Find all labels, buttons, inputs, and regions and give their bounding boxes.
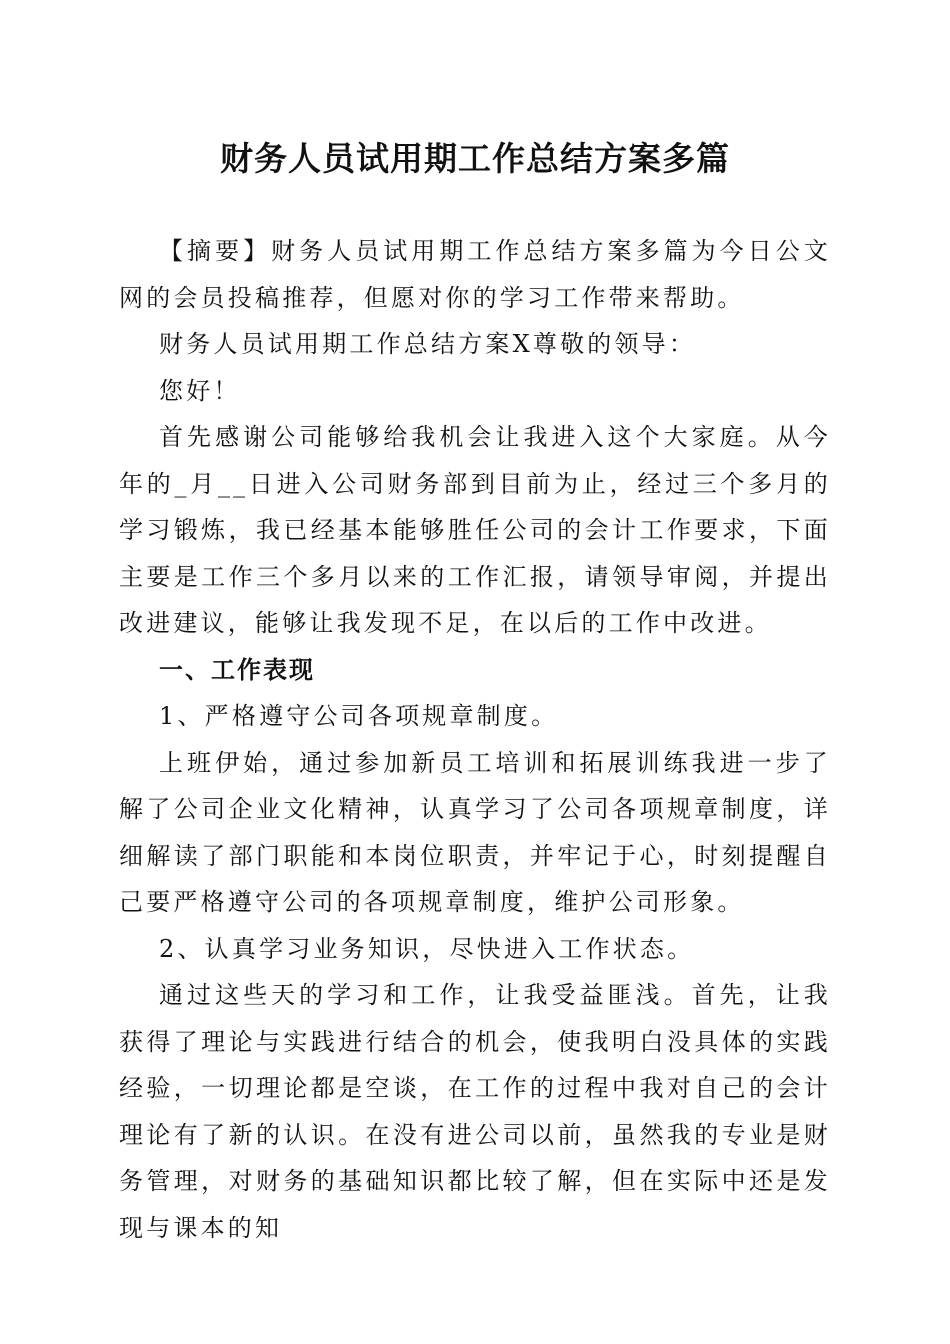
list-item-body: 通过这些天的学习和工作，让我受益匪浅。首先，让我获得了理论与实践进行结合的机会，使我明白没具体的实践经验，一切理论都是空谈，在工作的过程中我对自己的会计理论有了新的认识。在没有进公司以前，虽然我的专业是财务管理，对财务的基础知识都比较了解，但在实际中还是发现与课本的知: [119, 981, 831, 1242]
list-item-body: 上班伊始，通过参加新员工培训和拓展训练我进一步了解了公司企业文化精神，认真学习了公司各项规章制度，详细解读了部门职能和本岗位职责，并牢记于心，时刻提醒自己要严格遵守公司的各项规章制度，维护公司形象。: [119, 748, 831, 916]
intro-paragraph: 首先感谢公司能够给我机会让我进入这个大家庭。从今年的_月__日进入公司财务部到目前为止，经过三个多月的学习锻炼，我已经基本能够胜任公司的会计工作要求，下面主要是工作三个多月以来的工作汇报，请领导审阅，并提出改进建议，能够让我发现不足，在以后的工作中改进。: [119, 423, 831, 637]
list-item: 1、严格遵守公司各项规章制度。: [159, 702, 559, 730]
section-heading: 一、工作表现: [159, 655, 315, 684]
subtitle-line: 财务人员试用期工作总结方案X尊敬的领导：: [159, 330, 697, 358]
list-item: 2、认真学习业务知识，尽快进入工作状态。: [159, 934, 695, 963]
abstract-paragraph: 【摘要】财务人员试用期工作总结方案多篇为今日公文网的会员投稿推荐，但愿对你的学习工作带来帮助。: [119, 237, 831, 312]
document-title: 财务人员试用期工作总结方案多篇: [220, 139, 730, 178]
greeting: 您好！: [159, 376, 241, 405]
document-body: [119, 228, 831, 1251]
